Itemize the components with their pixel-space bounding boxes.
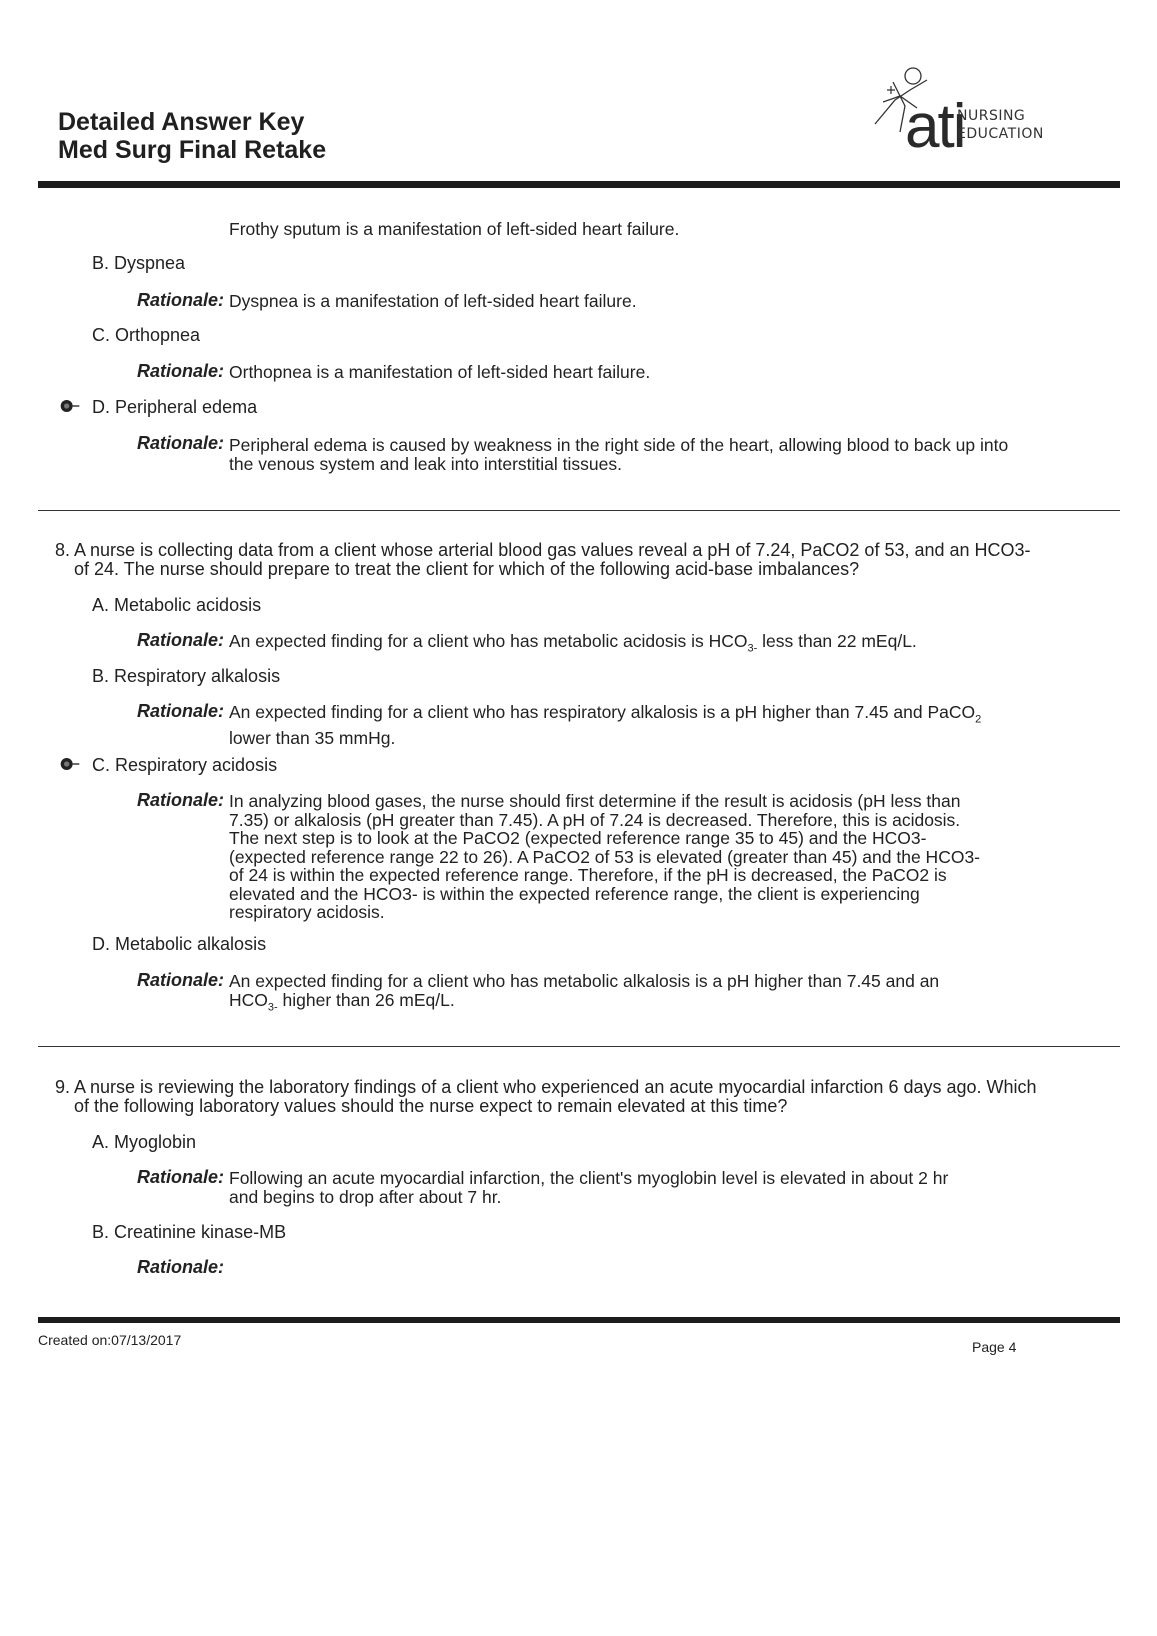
logo-line1: NURSING: [957, 108, 1026, 124]
q8-option-b: B. Respiratory alkalosis: [92, 666, 281, 686]
q8-option-b-rationale: [229, 703, 1009, 748]
rationale-label: Rationale:: [137, 701, 225, 721]
q9-option-a: A. Myoglobin: [92, 1132, 197, 1152]
footer-divider: [38, 1317, 1120, 1323]
q8-option-b-rationale-text: An expected finding for a client who has respiratory alkalosis is a pH higher than 7.45 and PaCO: [229, 702, 976, 722]
q8-option-d-rationale-text-end: higher than 26 mEq/L.: [277, 989, 455, 1010]
q8-option-d-rationale-text: An expected finding for a client who has metabolic alkalosis is a pH higher than 7.45 and an HCO: [229, 971, 940, 1010]
document-subtitle: Med Surg Final Retake: [58, 136, 327, 164]
q8-option-c-rationale: In analyzing blood gases, the nurse should first determine if the result is acidosis (pH less than 7.35) or alkalosis (pH greater than 7.45). A pH of 7.24 is decreased. Therefore, this is acidosis. The next step is to look at the PaCO2 (expected reference range 35 to 45) and the HCO3- (expected reference range 22 to 26). A PaCO2 of 53 is elevated (greater than 45) and the HCO3- of 24 is within the expected reference range. Therefore, if the pH is decreased, the PaCO2 is elevated and the HCO3- is within the expected reference range, the client is experiencing respiratory acidosis.: [229, 791, 981, 922]
q8-option-b-rationale-sub: 2: [975, 713, 982, 726]
document-title: Detailed Answer Key: [58, 108, 305, 136]
q7-option-b-rationale: Dyspnea is a manifestation of left-sided heart failure.: [229, 291, 637, 311]
q8-option-a-rationale-text-end: less than 22 mEq/L.: [757, 631, 917, 651]
rationale-label: Rationale:: [137, 361, 225, 381]
prev-rationale: Frothy sputum is a manifestation of left-sided heart failure.: [229, 219, 680, 239]
logo-brand: ati: [905, 92, 965, 161]
q9-option-b: B. Creatinine kinase-MB: [92, 1222, 287, 1242]
q8-option-a-rationale-sub: 3-: [747, 642, 758, 655]
q8-option-a: A. Metabolic acidosis: [92, 595, 262, 615]
page-number: Page 4: [972, 1339, 1017, 1355]
q8-option-d-rationale: [229, 972, 974, 1017]
q7-option-d-rationale: Peripheral edema is caused by weakness in the right side of the heart, allowing blood to back up into the venous system and leak into interstitial tissues.: [229, 435, 1009, 474]
correct-answer-marker-icon: [60, 754, 80, 774]
q8-number: 8.: [55, 540, 71, 560]
ati-logo: [855, 62, 1055, 172]
question-divider: [38, 510, 1120, 511]
header-divider: [38, 181, 1120, 188]
q9-number: 9.: [55, 1077, 71, 1097]
question-divider: [38, 1046, 1120, 1047]
rationale-label: Rationale:: [137, 1257, 225, 1277]
rationale-label: Rationale:: [137, 970, 225, 990]
q8-option-b-rationale-text-end: lower than 35 mmHg.: [229, 728, 396, 748]
rationale-label: Rationale:: [137, 433, 225, 453]
q8-option-a-rationale: [229, 632, 1029, 658]
rationale-label: Rationale:: [137, 290, 225, 310]
q8-option-a-rationale-text: An expected finding for a client who has metabolic acidosis is HCO: [229, 631, 748, 651]
q7-option-d: D. Peripheral edema: [92, 397, 258, 417]
rationale-label: Rationale:: [137, 1167, 225, 1187]
rationale-label: Rationale:: [137, 790, 225, 810]
q8-option-d-rationale-sub: 3-: [267, 1001, 278, 1013]
q9-stem: A nurse is reviewing the laboratory findings of a client who experienced an acute myocardial infarction 6 days ago. Which of the following laboratory values should the nurse expect to remain elevated at this time?: [74, 1077, 1037, 1116]
rationale-label: Rationale:: [137, 630, 225, 650]
correct-answer-marker-icon: [60, 396, 80, 416]
logo-line2: EDUCATION: [957, 126, 1044, 142]
q8-option-c: C. Respiratory acidosis: [92, 755, 278, 775]
q7-option-c-rationale: Orthopnea is a manifestation of left-sided heart failure.: [229, 362, 651, 382]
created-date: Created on:07/13/2017: [38, 1332, 182, 1348]
q7-option-c: C. Orthopnea: [92, 325, 201, 345]
q8-stem: A nurse is collecting data from a client whose arterial blood gas values reveal a pH of 7.24, PaCO2 of 53, and an HCO3- of 24. The nurse should prepare to treat the client for which of the following acid-base imbalances?: [74, 540, 1031, 579]
q7-option-b: B. Dyspnea: [92, 253, 186, 273]
q9-option-a-rationale: Following an acute myocardial infarction, the client's myoglobin level is elevated in about 2 hr and begins to drop after about 7 hr.: [229, 1168, 949, 1207]
q8-option-d: D. Metabolic alkalosis: [92, 934, 267, 954]
